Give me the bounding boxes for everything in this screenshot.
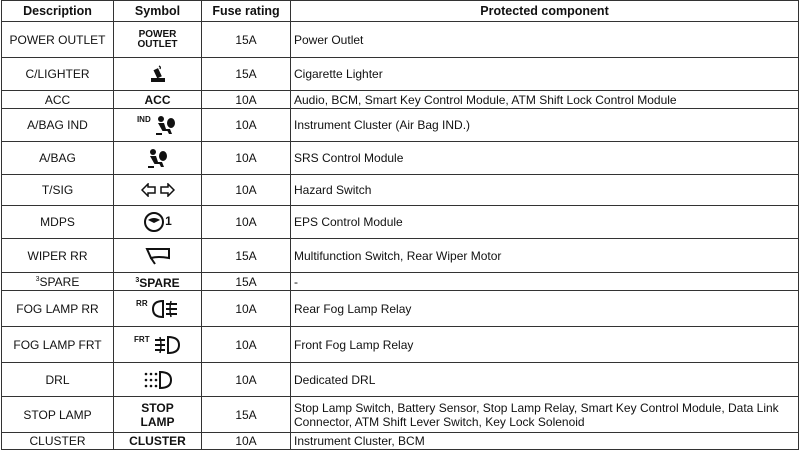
rating-cell: 10A (202, 91, 291, 109)
component-cell: Multifunction Switch, Rear Wiper Motor (291, 239, 799, 273)
component-cell: Instrument Cluster, BCM (291, 433, 799, 450)
component-cell: - (291, 273, 799, 291)
rating-cell: 10A (202, 327, 291, 363)
component-cell: Dedicated DRL (291, 363, 799, 397)
symbol-cell (114, 175, 202, 206)
description-cell: POWER OUTLET (2, 22, 114, 58)
symbol-label: 1 (165, 214, 172, 229)
symbol-text: STOP LAMP (140, 400, 175, 429)
symbol-cell (114, 433, 202, 450)
description-cell: CLUSTER (2, 433, 114, 450)
symbol-label: FRT (134, 334, 150, 344)
description-cell: STOP LAMP (2, 397, 114, 433)
symbol-cell (114, 273, 202, 291)
description-cell: ACC (2, 91, 114, 109)
symbol-cell (114, 91, 202, 109)
rating-cell: 15A (202, 58, 291, 91)
symbol-label: IND (136, 115, 151, 124)
table-row (2, 363, 799, 397)
table-row (2, 91, 799, 109)
description-cell: T/SIG (2, 175, 114, 206)
daytime-running-lamp-icon (143, 370, 173, 390)
header-description: Description (2, 1, 114, 22)
airbag-icon (146, 147, 170, 169)
table-row (2, 109, 799, 142)
rating-cell: 15A (202, 239, 291, 273)
rear-wiper-icon (145, 246, 171, 266)
description-cell: C/LIGHTER (2, 58, 114, 91)
description-superscript: 3 (35, 275, 40, 283)
component-cell: Power Outlet (291, 22, 799, 58)
symbol-text: SPARE (139, 275, 180, 290)
table-row (2, 175, 799, 206)
component-cell: Instrument Cluster (Air Bag IND.) (291, 109, 799, 142)
component-cell: SRS Control Module (291, 142, 799, 175)
rating-cell: 10A (202, 109, 291, 142)
header-fuse-rating: Fuse rating (202, 1, 291, 22)
header-row (2, 1, 799, 22)
symbol-cell (114, 363, 202, 397)
table-row (2, 239, 799, 273)
symbol-cell (114, 206, 202, 239)
component-cell: Cigarette Lighter (291, 58, 799, 91)
symbol-cell (114, 327, 202, 363)
component-cell: Audio, BCM, Smart Key Control Module, ATM Shift Lock Control Module (291, 91, 799, 109)
rating-cell: 10A (202, 175, 291, 206)
description-cell: FOG LAMP FRT (2, 327, 114, 363)
symbol-cell (114, 142, 202, 175)
header-symbol: Symbol (114, 1, 202, 22)
component-cell: EPS Control Module (291, 206, 799, 239)
symbol-text: ACC (144, 92, 171, 107)
table-row (2, 433, 799, 450)
rating-cell: 15A (202, 397, 291, 433)
table-row (2, 58, 799, 91)
description-cell: WIPER RR (2, 239, 114, 273)
component-cell: Hazard Switch (291, 175, 799, 206)
description-text: SPARE (39, 274, 80, 289)
symbol-cell (114, 58, 202, 91)
symbol-label: RR (136, 298, 148, 308)
component-cell: Rear Fog Lamp Relay (291, 291, 799, 327)
description-cell (2, 273, 114, 291)
component-cell: Stop Lamp Switch, Battery Sensor, Stop Lamp Relay, Smart Key Control Module, Data Link Connector, ATM Shift Lever Switch, Key Lock Solenoid (291, 397, 799, 433)
table-row (2, 206, 799, 239)
table-row (2, 327, 799, 363)
rear-fog-lamp-icon (151, 298, 179, 320)
cigarette-lighter-icon (147, 63, 169, 85)
rating-cell: 10A (202, 433, 291, 450)
steering-wheel-icon (143, 211, 165, 233)
table-row (2, 273, 799, 291)
symbol-cell (114, 22, 202, 58)
front-fog-lamp-icon (153, 334, 181, 356)
header-protected-component: Protected component (291, 1, 799, 22)
description-cell: MDPS (2, 206, 114, 239)
description-cell: A/BAG IND (2, 109, 114, 142)
symbol-superscript: 3 (135, 276, 140, 284)
symbol-cell (114, 291, 202, 327)
symbol-cell (114, 397, 202, 433)
table-row (2, 22, 799, 58)
description-cell: FOG LAMP RR (2, 291, 114, 327)
rating-cell: 10A (202, 291, 291, 327)
symbol-cell (114, 239, 202, 273)
airbag-indicator-icon (154, 114, 178, 136)
description-cell: DRL (2, 363, 114, 397)
fuse-table (1, 0, 799, 450)
table-row (2, 142, 799, 175)
table-row (2, 291, 799, 327)
component-cell: Front Fog Lamp Relay (291, 327, 799, 363)
rating-cell: 10A (202, 142, 291, 175)
turn-signal-arrows-icon (141, 183, 175, 197)
symbol-text: POWER OUTLET (137, 28, 178, 50)
symbol-cell (114, 109, 202, 142)
table-row (2, 397, 799, 433)
rating-cell: 15A (202, 273, 291, 291)
rating-cell: 10A (202, 363, 291, 397)
description-cell: A/BAG (2, 142, 114, 175)
symbol-text: CLUSTER (129, 434, 186, 448)
rating-cell: 15A (202, 22, 291, 58)
rating-cell: 10A (202, 206, 291, 239)
